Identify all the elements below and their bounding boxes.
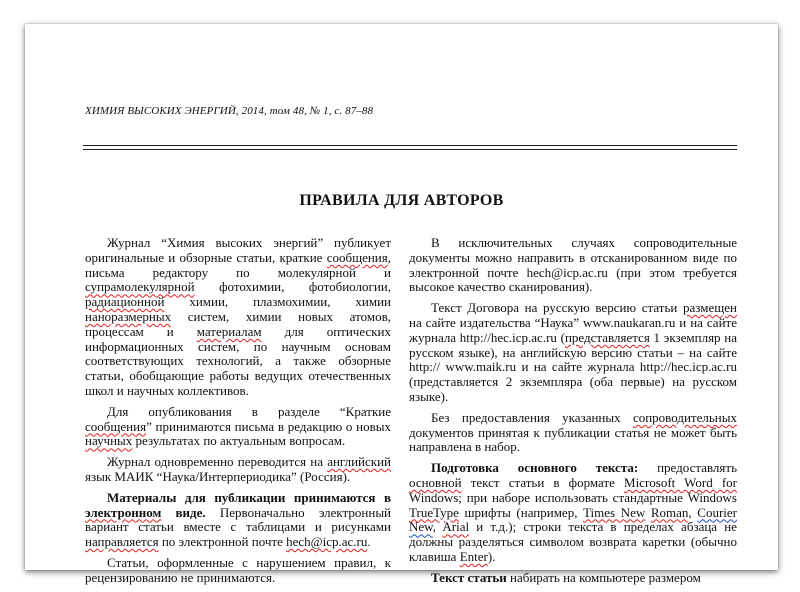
header-rule-top bbox=[83, 145, 737, 146]
paragraph-rejection-notice: Статьи, оформленные с нарушением правил, к рецензированию не принимаются. bbox=[85, 554, 391, 585]
running-head: ХИМИЯ ВЫСОКИХ ЭНЕРГИЙ, 2014, том 48, № 1, с. 87–88 bbox=[85, 105, 374, 117]
paragraph-translation: Журнал одновременно переводится на английский язык МАИК “Наука/Интерпериодика” (Россия). bbox=[85, 454, 391, 484]
paragraph-scanned-documents: В исключительных случаях сопроводительные документы можно направить в отсканированном виде по электронной почте hech@icp.ac.ru (при этом требуется высокое качество сканирования). bbox=[409, 235, 737, 295]
document-page bbox=[25, 24, 778, 585]
paragraph-electronic-submission: Материалы для публикации принимаются в электронном виде. Первоначально электронный вариант статьи вместе с таблицами и рисунками направляется по электронной почте hech@icp.ac.ru. bbox=[85, 489, 392, 550]
paragraph-journal-scope: Журнал “Химия высоких энергий” публикует оригинальные и обзорные статьи, краткие сообщения, письма редактору по молекулярной и супрамолекулярной фотохимии, фотобиологии, радиационной химии, плазмохимии, химии наноразмерных систем, химии новых атомов, процессам и материалам для оптических информационных систем, по научным основам соответствующих технологий, а также обзорные статьи, обобщающие работы ведущих отечественных школ и научных коллективов. bbox=[85, 235, 391, 398]
right-column bbox=[409, 236, 737, 592]
paragraph-article-text: Текст статьи набирать на компьютере размером bbox=[431, 569, 701, 585]
paragraph-short-communications: Для опубликования в разделе “Краткие сообщения” принимаются письма в редакцию о новых научных результатах по актуальным вопросам. bbox=[85, 403, 391, 449]
paragraph-agreement: Текст Договора на русскую версию статьи размещен на сайте издательства “Наука” www.naukaran.ru и на сайте журнала http://hec.icp.ac.ru (представляется 1 экземпляр на русском языке), на английскую версию статьи – на сайте http:// www.maik.ru и на сайте журнала http://hec.icp.ac.ru (представляется 2 экземпляра (оба первые) на русском языке). bbox=[409, 300, 737, 404]
paragraph-main-text-preparation: Подготовка основного текста: предоставлять основной текст статьи в формате Microsoft Word for Windows; при наборе использовать стандартные Windows TrueType шрифты (например, Times New Roman, Courier New, Arial и т.д.); строки текста в пределах абзаца не должны разделяться символом возврата каретки (обычно клавиша Enter). bbox=[409, 460, 738, 564]
paragraph-accompanying-documents: Без предоставления указанных сопроводительных документов принятая к публикации статья не может быть направлена в набор. bbox=[409, 409, 737, 455]
header-rule-bottom bbox=[83, 149, 737, 150]
left-column bbox=[85, 236, 391, 592]
page-title: ПРАВИЛА ДЛЯ АВТОРОВ bbox=[299, 192, 504, 209]
